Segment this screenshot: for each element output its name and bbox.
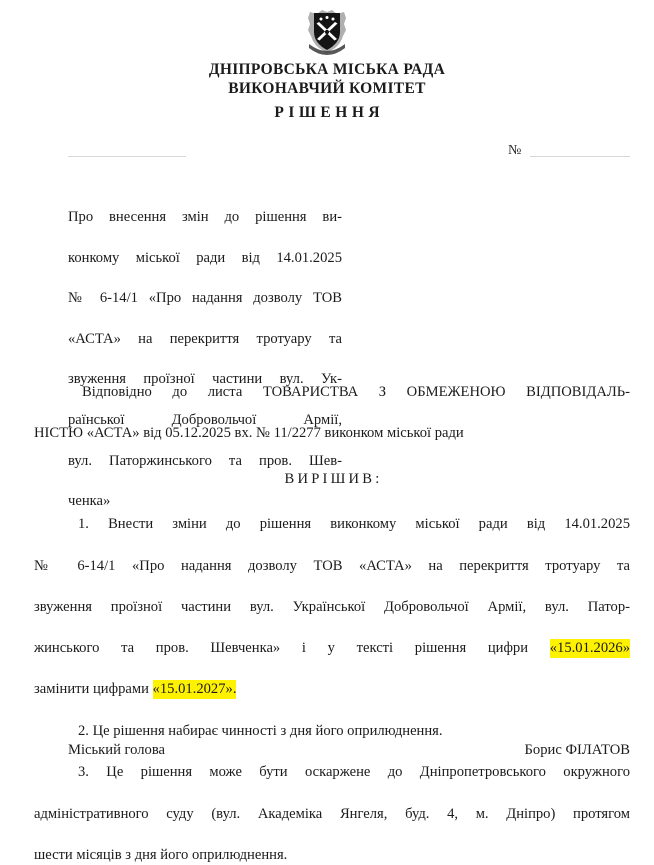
- clause-1-text-4: жинського та пров. Шевченка» і у тексті рішення цифри: [34, 639, 550, 656]
- clause-2-text-1: 2. Це рішення набирає чинності з дня його оприлюднення.: [78, 722, 443, 739]
- emblem-container: [0, 6, 654, 56]
- spacer: [34, 444, 630, 469]
- clause-1-text-1: 1. Внести зміни до рішення виконкому міської ради від 14.01.2025: [78, 516, 630, 533]
- clause-3-line: [34, 762, 630, 803]
- preamble-paragraph: [34, 382, 630, 444]
- subject-line: ченка»: [68, 493, 111, 510]
- clause-1-line: [34, 679, 630, 700]
- date-blank-line: [68, 156, 186, 157]
- signatory-name: Борис ФІЛАТОВ: [524, 742, 630, 758]
- clause-3-line: шести місяців з дня його оприлюднення.: [34, 846, 288, 863]
- header-decision-word: РІШЕННЯ: [274, 104, 385, 121]
- document-body: [34, 382, 630, 865]
- signature-block: [68, 742, 630, 759]
- subject-line: раїнської Добровольчої Армії,: [68, 411, 342, 428]
- subject-line: «АСТА» на перекриття тротуару та: [68, 330, 342, 347]
- clause-3-text-1: 3. Це рішення може бути оскаржене до Дніпропетровського окружного: [78, 764, 630, 781]
- clause-3-paragraph: [34, 762, 630, 865]
- coat-of-arms-icon: [304, 6, 350, 56]
- clause-3-line: адміністративного суду (вул. Академіка Янгеля, буд. 4, м. Дніпро) протягом: [34, 805, 630, 822]
- spacer: [34, 489, 630, 514]
- subject-line: № 6-14/1 «Про надання дозволу ТОВ: [68, 290, 342, 307]
- header-council-name: ДНІПРОВСЬКА МІСЬКА РАДА: [208, 61, 446, 78]
- preamble-line: [34, 382, 630, 423]
- subject-line: конкому міської ради від 14.01.2025: [68, 249, 342, 266]
- number-blank-line: [530, 156, 630, 157]
- subject-line: звуження проїзної частини вул. Ук-: [68, 371, 342, 388]
- header-committee-name: ВИКОНАВЧИЙ КОМІТЕТ: [228, 80, 426, 97]
- clause-1-line: [34, 638, 630, 679]
- signatory-position: Міський голова: [68, 742, 166, 758]
- preamble-text-1: Відповідно до листа ТОВАРИСТВА З ОБМЕЖЕНОЮ ВІДПОВІДАЛЬ-: [82, 384, 630, 400]
- clause-2-paragraph: [34, 721, 630, 742]
- highlighted-new-date: «15.01.2027».: [152, 681, 237, 698]
- clause-1-line: [34, 514, 630, 555]
- document-header: [0, 60, 654, 122]
- clause-1-line: звуження проїзної частини вул. Української Добровольчої Армії, вул. Патор-: [34, 598, 630, 615]
- date-number-row: [68, 143, 630, 161]
- clause-1-line: № 6-14/1 «Про надання дозволу ТОВ «АСТА» на перекриття тротуару та: [34, 557, 630, 574]
- clause-2-line: [34, 721, 630, 742]
- subject-line: вул. Паторжинського та пров. Шев-: [68, 452, 342, 469]
- preamble-line: НІСТЮ «АСТА» від 05.12.2025 вх. № 11/2277 виконком міської ради: [34, 425, 464, 442]
- clause-1-paragraph: [34, 514, 630, 699]
- subject-line: Про внесення змін до рішення ви-: [68, 209, 342, 225]
- verdict-label: ВИРІШИВ:: [284, 470, 383, 487]
- spacer: [34, 700, 630, 721]
- clause-1-text-5: замінити цифрами: [34, 681, 153, 698]
- number-symbol: №: [508, 143, 522, 158]
- highlighted-old-date: «15.01.2026»: [549, 639, 630, 656]
